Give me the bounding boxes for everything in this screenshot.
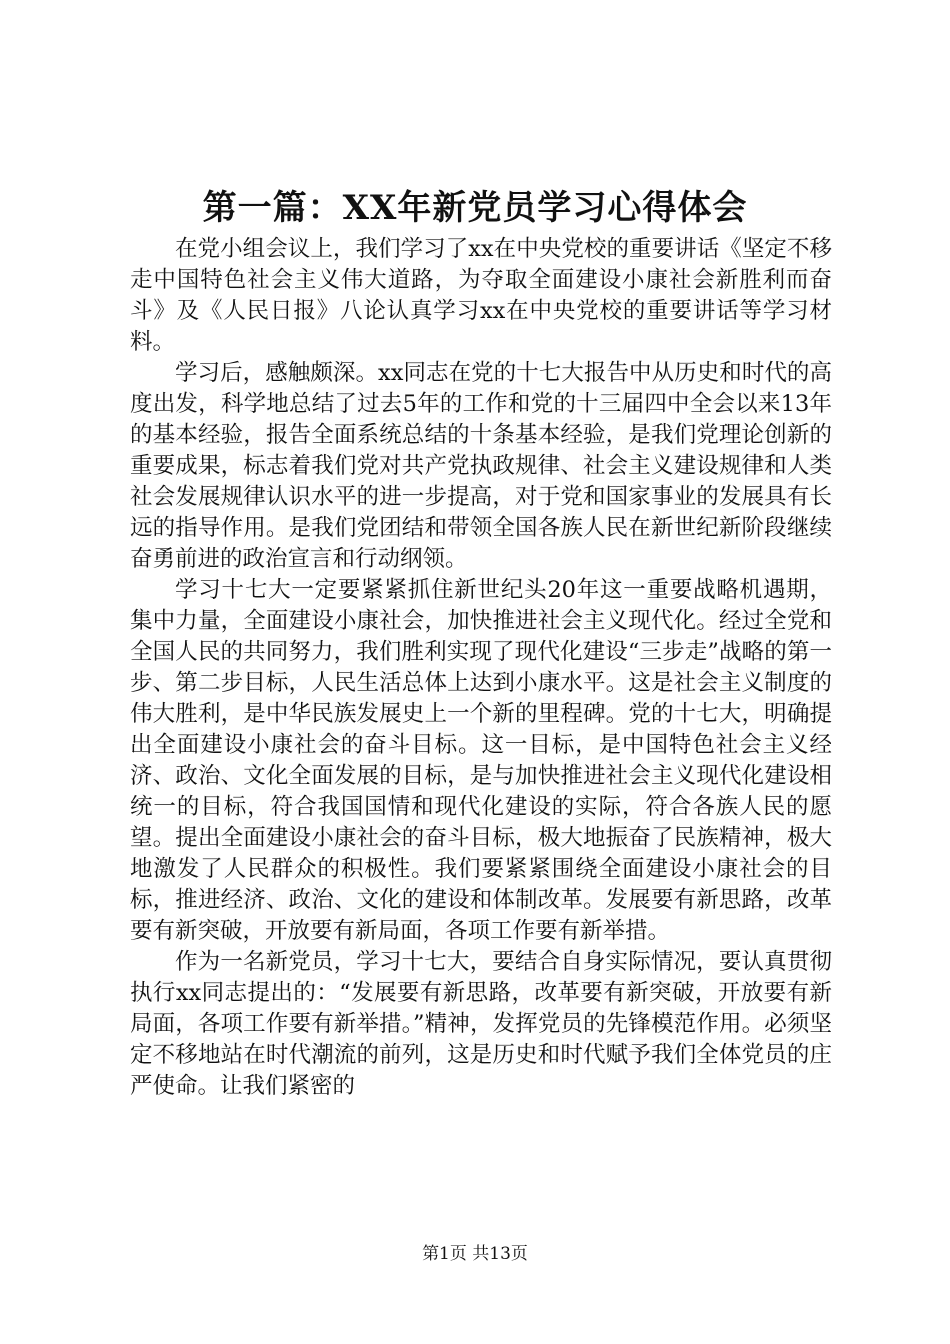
document-title: 第一篇：XX年新党员学习心得体会 — [202, 188, 748, 228]
paragraph-1: 在党小组会议上，我们学习了xx在中央党校的重要讲话《坚定不移走中国特色社会主义伟大道路，为夺取全面建设小康社会新胜利而奋斗》及《人民日报》八论认真学习xx在中央党校的重要讲话等学习材料。 — [130, 236, 832, 355]
document-body — [130, 234, 832, 1102]
paragraph-4: 作为一名新党员，学习十七大，要结合自身实际情况，要认真贯彻执行xx同志提出的：“发展要有新思路，改革要有新突破，开放要有新局面，各项工作要有新举措。”精神，发挥党员的先锋模范作用。必须坚定不移地站在时代潮流的前列，这是历史和时代赋予我们全体党员的庄严使命。让我们紧密的 — [130, 949, 832, 1099]
paragraph-3: 学习十七大一定要紧紧抓住新世纪头20年这一重要战略机遇期，集中力量，全面建设小康社会，加快推进社会主义现代化。经过全党和全国人民的共同努力，我们胜利实现了现代化建设“三步走”战略的第一步、第二步目标，人民生活总体上达到小康水平。这是社会主义制度的伟大胜利，是中华民族发展史上一个新的里程碑。党的十七大，明确提出全面建设小康社会的奋斗目标。这一目标，是中国特色社会主义经济、政治、文化全面发展的目标，是与加快推进社会主义现代化建设相统一的目标，符合我国国情和现代化建设的实际，符合各族人民的愿望。提出全面建设小康社会的奋斗目标，极大地振奋了民族精神，极大地激发了人民群众的积极性。我们要紧紧围绕全面建设小康社会的目标，推进经济、政治、文化的建设和体制改革。发展要有新思路，改革要有新突破，开放要有新局面，各项工作要有新举措。 — [130, 577, 832, 944]
page-number-footer: 第1页 共13页 — [422, 1244, 528, 1264]
paragraph-2: 学习后，感触颇深。xx同志在党的十七大报告中从历史和时代的高度出发，科学地总结了过去5年的工作和党的十三届四中全会以来13年的基本经验，报告全面系统总结的十条基本经验，是我们党理论创新的重要成果，标志着我们党对共产党执政规律、社会主义建设规律和人类社会发展规律认识水平的进一步提高，对于党和国家事业的发展具有长远的指导作用。是我们党团结和带领全国各族人民在新世纪新阶段继续奋勇前进的政治宣言和行动纲领。 — [130, 360, 832, 572]
